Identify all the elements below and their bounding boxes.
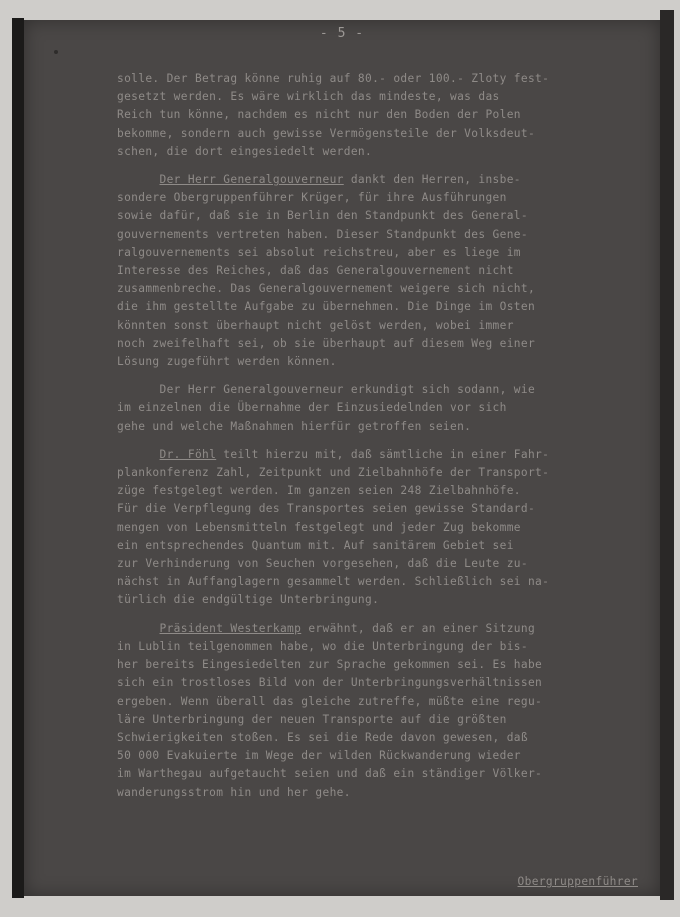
paragraph-3 [117,381,637,436]
line: zusammenbreche. Das Generalgouvernement weigere sich nicht, [117,282,536,296]
line: ergeben. Wenn überall das gleiche zutreffe, müßte eine regu- [117,694,543,708]
speaker-praesident-westerkamp: Präsident Westerkamp [159,621,302,635]
line: gouvernements vertreten haben. Dieser Standpunkt des Gene- [117,227,528,241]
signature-catchword: Obergruppenführer [517,875,638,888]
line: in Lublin teilgenommen habe, wo die Unterbringung der bis- [117,639,528,653]
paragraph-5 [117,620,637,802]
line: Lösung zugeführt werden können. [117,355,337,369]
document-page [24,20,660,896]
line: noch zweifelhaft sei, ob sie überhaupt auf diesem Weg einer [117,336,536,350]
line: gesetzt werden. Es wäre wirklich das mindeste, was das [117,90,500,104]
line: Interesse des Reiches, daß das Generalgouvernement nicht [117,264,514,278]
line: erwähnt, daß er an einer Sitzung [301,621,536,635]
line: sich ein trostloses Bild von der Unterbringungsverhältnissen [117,676,543,690]
line: mengen von Lebensmitteln festgelegt und jeder Zug bekomme [117,520,521,534]
body-text [117,70,637,812]
line: teilt hierzu mit, daß sämtliche in einer Fahr- [216,447,550,461]
line: 50 000 Evakuierte im Wege der wilden Rückwanderung wieder [117,749,521,763]
line: könnten sonst überhaupt nicht gelöst werden, wobei immer [117,318,514,332]
line: nächst in Auffanglagern gesammelt werden. Schließlich sei na- [117,575,550,589]
speaker-generalgouverneur: Der Herr Generalgouverneur [159,173,344,187]
line: im Warthegau aufgetaucht seien und daß ein ständiger Völker- [117,767,543,781]
speaker-dr-foehl: Dr. Föhl [159,447,217,461]
line: ralgouvernements sei absolut reichstreu, aber es liege im [117,245,521,259]
line: bekomme, sondern auch gewisse Vermögensteile der Volksdeut- [117,126,536,140]
line: gehe und welche Maßnahmen hierfür getroffen seien. [117,419,472,433]
paragraph-1 [117,70,637,161]
line: solle. Der Betrag könne ruhig auf 80.- oder 100.- Zloty fest- [117,72,550,85]
line: her bereits Eingesiedelten zur Sprache gekommen sei. Es habe [117,658,543,672]
scan-left-edge [12,18,24,898]
page-number: - 5 - [319,26,365,41]
line: sowie dafür, daß sie in Berlin den Standpunkt des General- [117,209,528,223]
line: zur Verhinderung von Seuchen vorgesehen, daß die Leute zu- [117,557,528,571]
scan-right-edge [660,10,674,900]
line: sondere Obergruppenführer Krüger, für ihre Ausführungen [117,191,507,205]
line: Für die Verpflegung des Transportes seien gewisse Standard- [117,502,536,516]
line: Schwierigkeiten stoßen. Es sei die Rede davon gewesen, daß [117,730,528,744]
line: läre Unterbringung der neuen Transporte auf die größten [117,712,507,726]
line: züge festgelegt werden. Im ganzen seien 248 Zielbahnhöfe. [117,484,521,498]
line: schen, die dort eingesiedelt werden. [117,144,373,158]
punch-hole-mark [54,50,58,54]
paragraph-4 [117,446,637,610]
line: wanderungsstrom hin und her gehe. [117,785,351,799]
line: plankonferenz Zahl, Zeitpunkt und Zielbahnhöfe der Transport- [117,466,550,480]
line: türlich die endgültige Unterbringung. [117,593,380,607]
line: Der Herr Generalgouverneur erkundigt sich sodann, wie [159,383,536,397]
line: Reich tun könne, nachdem es nicht nur den Boden der Polen [117,108,521,122]
line: im einzelnen die Übernahme der Einzusiedelnden vor sich [117,401,507,415]
line: ein entsprechendes Quantum mit. Auf sanitärem Gebiet sei [117,538,514,552]
line: die ihm gestellte Aufgabe zu übernehmen. Die Dinge im Osten [117,300,536,314]
paragraph-2 [117,171,637,371]
line: dankt den Herren, insbe- [343,173,521,187]
